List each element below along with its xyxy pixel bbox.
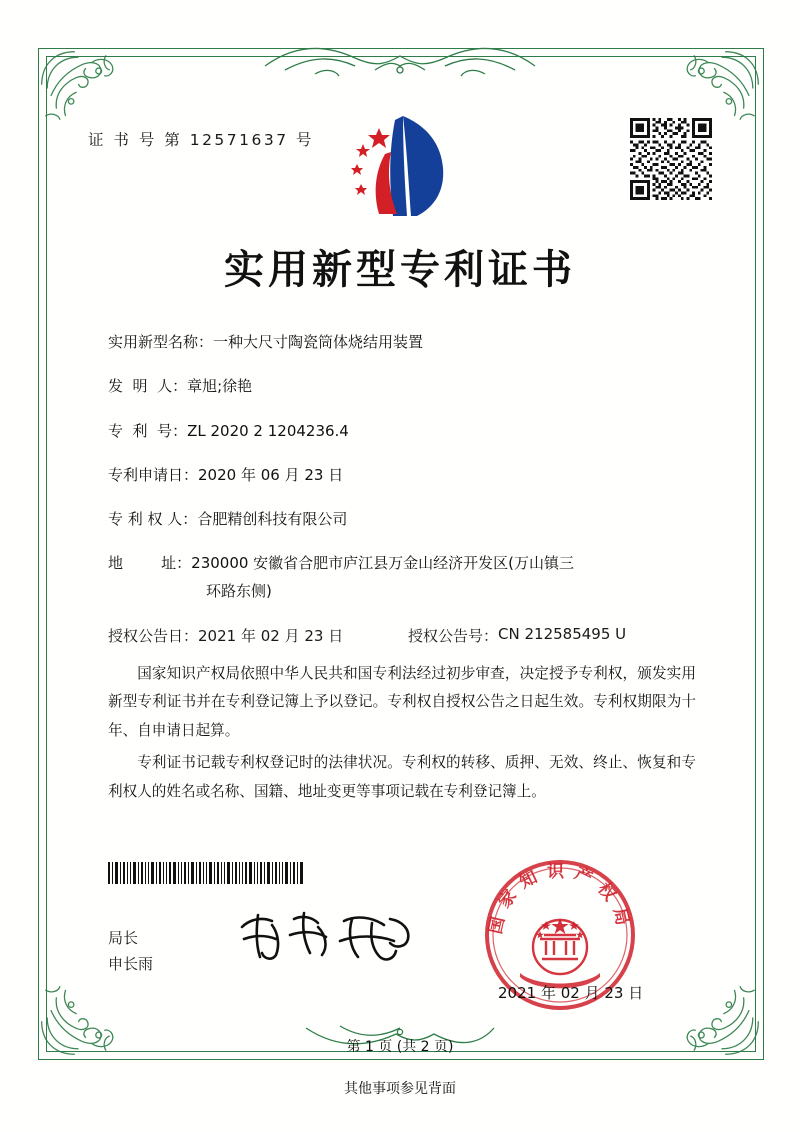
handwritten-signature [232,905,422,967]
barcode [108,862,304,884]
field-label: 专利申请日： [108,465,199,484]
field-announcement-row [108,625,698,646]
seal-date: 2021 年 02 月 23 日 [498,984,644,1002]
field-label: 地 址： [108,554,192,573]
field-announcement-number [408,625,626,646]
field-value: 2020 年 06 月 23 日 [198,465,344,484]
footnote: 其他事项参见背面 [344,1081,456,1097]
corner-ornament-icon [38,48,130,140]
page-indicator: 第 1 页 (共 2 页) [346,1039,454,1055]
field-value-line2: 环路东侧) [206,582,272,600]
body-paragraph-2: 专利证书记载专利权登记时的法律状况。专利权的转移、质押、无效、终止、恢复和专利权人的姓名或名称、国籍、地址变更等事项记载在专利登记簿上。 [108,754,696,800]
field-value: 2021 年 02 月 23 日 [198,627,344,646]
field-value: 章旭;徐艳 [187,377,253,396]
field-announcement-date [108,625,408,646]
body-text [108,660,696,810]
field-utility-model-name [108,332,698,354]
director-name-label: 申长雨 [108,955,154,974]
field-value: ZL 2020 2 1204236.4 [187,421,349,440]
field-value: 合肥精创科技有限公司 [197,510,348,528]
field-inventor [108,376,698,398]
body-paragraph-1: 国家知识产权局依照中华人民共和国专利法经过初步审查，决定授予专利权，颁发实用新型专利证书并在专利登记簿上予以登记。专利权自授权公告之日起生效。专利权期限为十年、自申请日起算。 [108,665,696,739]
field-label: 授权公告日： [108,627,199,646]
field-value: CN 212585495 U [498,625,627,644]
field-value: 一种大尺寸陶瓷筒体烧结用装置 [213,333,424,351]
field-list [108,332,698,664]
certificate-number: 证 书 号 第 12571637 号 [88,131,315,149]
field-patent-number [108,421,698,443]
signature-block [108,925,153,978]
field-label: 授权公告号： [408,627,499,646]
cnipa-logo-icon [345,110,463,222]
field-label: 实用新型名称： [108,333,214,351]
qr-code-icon [630,118,712,200]
svg-text:国家知识产权局: 国家知识产权局 [485,862,635,936]
field-label: 专 利 权 人： [108,510,198,528]
field-value-line1: 230000 安徽省合肥市庐江县万金山经济开发区(万山镇三 [191,554,575,573]
field-label: 发 明 人： [108,377,188,396]
field-label: 专 利 号： [108,421,188,440]
director-title-label: 局长 [108,929,139,947]
field-patentee [108,509,698,531]
page-title: 实用新型专利证书 [224,247,576,293]
field-application-date [108,465,698,487]
top-flourish-ornament-icon [255,40,545,86]
field-address [108,553,698,603]
